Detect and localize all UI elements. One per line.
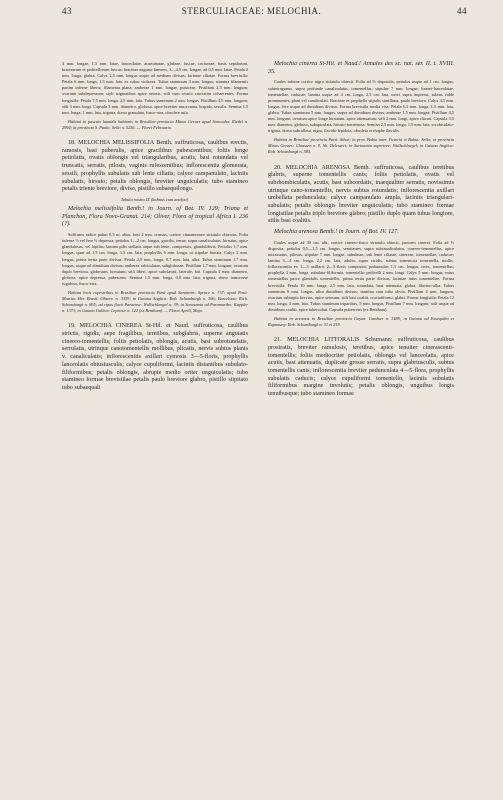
page-number-left: 43 — [62, 6, 72, 16]
description-paragraph: 4 mm. longae, 1,5 mm. latae, lanceolatae, acuminatae, glabrae, fuscae, coriaceae; basis sepalorum, bractearum et pedicellorum fuscus; bracteae anguste lineares, 3—4,5 cm. longae, ad 0,5 mm. latae. Petala 2 mm. longa, glabra. Calyx 2,5 mm. longus usque ad medium divisus; laciniae ciliatae. Forma brevistila: Petala 6 mm. longa, 1,5 mm. lata, ex rubro violacea. Tubus staminum 3 mm. longus; stamina filamentis partim inferne liberis; filamenta plana; antherae 1 mm. longae, puniceae. Pistillum 2,5 mm. longum; ovarium subdepressum; styli stigmatibus apice setosis; stili cum ovario cruciatim cohaerentes. Forma longistila: Petala 7,5 mm. longa, 2,5 mm. lata. Tubus staminum 2 mm. longus. Pistillum 4,5 mm. longum; stili 3 mm. longi. Capsula 3 mm. diametro, globosa, apice breviter mucronata, hispida, sessilis. Semina 1,5 mm. longa, 1 mm. lata, trigona, dorso granulata, fusco-atra, obsolete rufa. — [62, 61, 248, 115]
running-header — [0, 6, 503, 24]
species-21-heading: 21. MELOCHIA LITTORALIS Schumann: suffruticosa, caulibus prostratis, breviter ramulosis, teretibus, apice tenuiter cinerascenti-tomentellis; foliis mediocriter petiolatis, oblongis vel lanceolatis, apice acutis, basi attenuatis, duplicate grosse serratis, supra glabriusculis, subtus tomentellis canis; inflorescentia breviter pedunculata 4—5-flora, prophyllis subulatis caducis; calyce cupuliformi tomentello, laciniis subulatis filiformibus margine involutis; petalis oblongis, unguibus longis tenuibusque; tubo stamineo formae — [268, 337, 454, 398]
running-title: STERCULIACEAE: MELOCHIA. — [181, 6, 322, 16]
species-20-heading: 20. MELOCHIA ARENOSA Benth. suffruticosa, caulibus teretibus glabris, superne tomentellis canis; foliis petiolatis, ovatis vel subrhombiculatis, acutis, basi subcordatis, inaequaliter serratis, novissimis utrinque cano-tomentellis, nervis subtus rotundatis; inflorescentia axillari umbellata pedunculata; calyce campanulato ampla, laciniis triangulari-subulatis; petalis oblongis breviter unguiculatis; tubo stamineo formae longistilae petalis triplo breviore glabro; pistillo duplo quam tubus longiore, stilis basi coalitis. — [268, 164, 454, 225]
species-18-citation: Melochia melissifolia Benth.! in Journ. of Bot. IV. 129; Triana et Planchon, Flora Novo-Granat. 214; Oliver, Flora of tropical Africa I. 236 (?). — [62, 206, 248, 228]
page-number-right: 44 — [457, 6, 467, 16]
species-18-heading: 18. MELOCHIA MELISSIFOLIA Benth. suffruticosa, caulibus erectis, ramosis, basi puberulis, apice gracilibus pubescentibus; foliis longe petiolatis, ovatis oblongis vel triangularibus, acutis, basi rotundatis vel truncatis, serratis, pilosis, vaginis rufescentibus; inflorescentia glomerata, sessili, prophyllis subulatis sub lente ciliatis; calyce campanulato, laciniis subulatis, hirsuto; petalis oblongis, breviter unguiculatis; tubo stamineo petalis triente breviore, diviso, pistillo subaequilongo. — [62, 140, 248, 193]
right-column — [268, 61, 454, 791]
species-19-description: Caules inferne cortice nigro striatulo obtecti. Folia ad ⅔ dispositis; petiolus usque ad 1 cm. longus, subtetragonus, supra profunde canaliculatus, tomentellus; stipulae 7 mm. longae, lineari-lanceolatae, tomentellae, caducae; lamina usque ad 4 cm. longa, 2,5 cm. lata, nervi supra impressi, subtus valde prominentes, plani vel canaliculati. Bracteae et prophylla stipulis simillima, paulo breviora. Calyx 4,5 mm. longus, fere usque ad dimidium divisus. Forma brevistila media visa: Petala 6,5 mm. longa, 1,5 mm. lata, glabra. Tubus staminum 5 mm. longus, usque ad dimidium divisus; antherae 1,5 mm. longae. Pistillum 4,5 mm. longum; ovarium apice longe hirsutum, apice attenuatum; stili 2 mm. longi, apice clavati. Capsula 3,5 mm. diametro, globosa, subapiculata, hirsuto-tomentosa. Semina 2,5 mm. longa, 1,5 mm. lata, scrobiculato-trigona, dorso subcallosa, nigra, flavido-lepidota, obsoleta et rhaphe flavidis. — [268, 79, 454, 134]
left-column — [62, 61, 248, 791]
species-19-citation: Melochia cinerea St-Hil. et Naud.! Annales des sc. nat. sér. II. t. XVIII. 35. — [268, 61, 454, 75]
species-20-description: Caules usque ad 30 cm. alti, cortice cinereo-fusco striatulo obtecti, juniores cinerei. Folia ad ⅔ disposita; petiolus 0,5—1,5 cm. longus, semiterres, supra subcanaliculatus, cinereo-tomentellus, apice incrassatus, pilosus; stipulae 7 mm. longae, subulatae, sub lente ciliatae, cinereae, tomentellae, caducae; lamina 3—4 cm. longa, 2,2 cm. lata, adulta, supra viridis, subtus tomentosa tomentella, mollis. Inflorescentia ex 1—3 axillaris 2—5-floris composita; pedunculus 1,5 cm. longus, teres, tomentellus; prophylla 3 mm. longa, subulato-filiformia, tomentella; pedicelli 2 mm. longi. Calyx 5 mm. longus, extus tomentellus parce glandulis tomentellis, prima tertia parte divisus, laciniae intus tomentellae. Forma brevistila: Petala 10 mm. longa, 2,5 mm. lata, rotundata, basi attenuata, glabra, lilacino-alba. Tubus staminum 6 mm. longus, ultra dimidium divisus; stamina cum tubo obvia. Pistillum 4 mm. longum; ovarium subtriplo brevius, apice setosum; stili basi coaliti, cruciatiformi, glabri. Forma longistila: Petala 12 mm. longa, 3 mm. lata. Tubus staminum tripartitus, 5 mm. longus. Pistillum 7 mm. longum; stili usque ad dimidium coaliti, apice tuberculati. Capsula pubescens (ex Bentham). — [268, 239, 454, 312]
species-20-habitat: Habitat in arenosis in Brasiliae provincia Goyaz: Gardner n. 3489; in Guiana ad Essequibo et Rupununy: Rob. Schomburgk n. 31 et 519. — [268, 315, 454, 328]
species-20-citation: Melochia arenosa Benth.! in Journ. of Bot. IV. 127. — [274, 229, 399, 236]
habitat-paragraph: Habitat in pascuis humidis bahianis in Brasiliae provincia Minas Geraes apud Sorocaba: Riedel n. 2994; in provincia S. Paulo: Sello n. 5256. — Floret Februario. — [62, 118, 248, 130]
species-18-plate-reference: Tabula nostra IX (habitus cum analysi). — [120, 196, 190, 202]
species-18-habitat: Habitat locis rupestribus in Brasiliae provincia Pará apud Santarem: Spruce n. 737; apud Pará: Martius Her. Brasil. Observ. n. 3359; in Guiana Anglica: Rob. Schomburgk n. 366; Barcelona: Rich. Schomburgk n. 865; ad ripas fluvii Paraense: Wullschlaegel n. 39; in Surinamia ad Paramaribo: Kappler n. 1373; in Guiana Gallica: Leprieur n. 122 (ex Bentham). — Floret Aprili, Majo. — [62, 290, 248, 314]
species-19-habitat: Habitat in Brasiliae provincia Pará: Sibur; in prov. Bahia inter Victoria et Bahia: Sello; in provincia Minas Geraes: Claussen n. 9, lib. Delessert; in Surinamia superiore: Wullschlaegel; in Guiana Anglica: Rob. Schomburgk n. 585. — [268, 137, 454, 155]
species-18-description: Suffrutex radice palari 0,5 m. altus, basi 2 mm. crassus, cortice cinnamomeo striatulo obtectus. Folia inferne ⅓ vel fere ⅔ depressa; petiolus 1—2 cm. longus, gracilis, tenue, supra canaliculatus, hirsutus, apice glandulosus, vel bipilus; lamina pilis stellatis atque sub lente, compressis, glanduliferis; Petiolus 1,7 mm. longus, quae ad 1,5 cm. longa, 1,5 cm. lata; prophyllis 6 mm. longa, ut stipulae lineata. Calyx 2 mm. longus, prima tertia parte divisus. Petala 2,5 mm. longa, 0,7 mm. lata, alba. Tubus staminum 1,7 mm. longus, usque ad dimidium divisus; antherae orbiculatae, subglobosae. Pistillum 1,7 mm. longum; ovarium duplo breviora, globosum, hirsutum; stili liberi, apice subclavati, laterale, lati. Capsula 2 mm. diametro, globosa, apice depressa, pubescens. Semina 1,5 mm. longa, 0,8 mm. lata, trigona, dorso transverse rugulosa, fusco-atra. — [62, 232, 248, 286]
species-19-heading: 19. MELOCHIA CINEREA St-Hil. et Naud. suffruticosa, caulibus strictis, rigidis, aepe fragilibus, teretibus, subglabris, superne anguiatis cinereo-tomentellis; foliis petiolatis, oblongis, acutis, basi subrotundatis, serrulatis, utrinque canotomentellis mollibus, plicatis, nervis subtus planis v. canaliculatis; inflorescentiis axillari cymosis 3—5-floris, prophyllis lanceolatis obtusiusculis; calyce cupuliformi, laciniis distantibus subulato-filiformibus; petalis oblongis, abrupte medio oriter unguiculatis; tubo stamineo formae brevistilae petalis paulo breviore glabro, pistillo stipitato tubo subaequali — [62, 323, 248, 391]
